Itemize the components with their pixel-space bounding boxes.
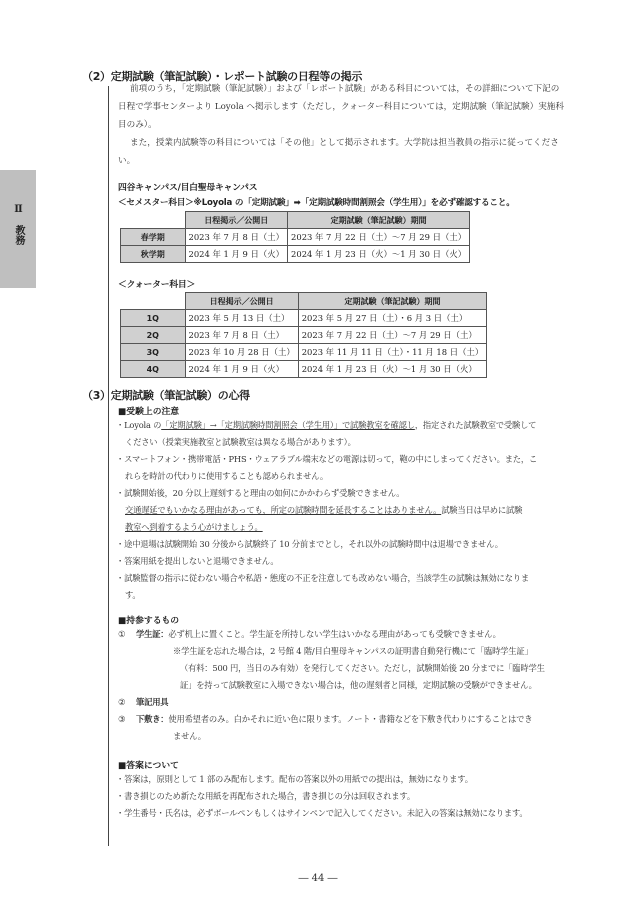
table-cell: 2024 年 1 月 23 日（火）～1 月 30 日（火） [288,246,470,263]
items-list: ① 学生証：必ず机上に置くこと。学生証を所持しない学生はいかなる理由があっても受験できません。 ※学生証を忘れた場合は，2 号館 4 階/目白聖母キャンパスの証明書自動発行機にて「臨時学生証」 （有料：500 円，当日のみ有効）を発行してください。ただし，試験開始後 20 分までに「臨時学生 証」を持って試験教室に入場できない場合は，他の遅刻者と同様，定期試験の受験ができません。 ② 筆記用具 ③ 下敷き：使用希望者のみ。白かそれに近い色に限ります。ノート・書籍などを下敷き代わりにすることはでき ません。 [118,626,598,745]
table-cell: 2023 年 7 月 8 日（土） [185,229,288,246]
row-label: 2Q [121,327,186,344]
table-cell: 2023 年 7 月 8 日（土） [185,327,298,344]
row-label: 3Q [121,344,186,361]
list-item: ・Loyola の「定期試験」→「定期試験時間割照会（学生用）」で試験教室を確認し，指定された試験教室で受験して [116,420,537,430]
table-row [121,229,470,246]
quarter-title: ＜クォーター科目＞ [118,280,196,290]
list-item: ・試験開始後，20 分以上遅刻すると理由の如何にかかわらず受験できません。 [116,488,405,498]
list-item: ・学生番号・氏名は，必ずボールペンもしくはサインペンで記入してください。未記入の答案は無効になります。 [116,808,528,818]
table-row [121,344,487,361]
page-number: ― 44 ― [298,873,338,884]
table-cell: 2023 年 7 月 22 日（土）～7 月 29 日（土） [288,229,470,246]
list-item: ・答案用紙を提出しないと退場できません。 [116,556,279,566]
section2-paragraph-2: また，授業内試験等の科目については「その他」として掲示されます。大学院は担当教員の指示に従ってくださ い。 [118,138,559,166]
quarter-table [120,292,487,378]
table-header: 日程掲示／公開日 [185,212,288,229]
items-title: ■持参するもの [118,616,180,626]
table-cell: 2023 年 5 月 13 日（土） [185,310,298,327]
list-item: ・答案は，原則として 1 部のみ配布します。配布の答案以外の用紙での提出は，無効になります。 [116,774,473,784]
answer-title: ■答案について [118,761,179,771]
row-label: 春学期 [121,229,186,246]
table-cell: 2023 年 10 月 28 日（土） [185,344,298,361]
row-label: 秋学期 [121,246,186,263]
row-label: 1Q [121,310,186,327]
campus-title: 四谷キャンパス/目白聖母キャンパス [118,183,258,193]
list-item: ① 学生証：必ず机上に置くこと。学生証を所持しない学生はいかなる理由があっても受験できません。 [118,629,501,639]
table-cell: 2024 年 1 月 9 日（火） [185,246,288,263]
table-header: 定期試験（筆記試験）期間 [298,293,487,310]
table-cell: 2023 年 11 月 11 日（土）・11 月 18 日（土） [298,344,487,361]
side-tab-label: Ⅱ 教務 [13,204,24,245]
answer-list [116,771,596,822]
list-item: ・試験監督の指示に従わない場合や私語・態度の不正を注意しても改めない場合，当該学生の試験は無効になりま [116,573,529,583]
semester-table [120,211,470,263]
table-row [121,361,487,378]
list-item: ・書き損じのため新たな用紙を再配布された場合，書き損じの分は回収されます。 [116,791,415,801]
section2-paragraph-1: 前項のうち，「定期試験（筆記試験）」および「レポート試験」がある科目については，その詳細について下記の 日程で学事センターより Loyola へ掲示します（ただし，クォーター科目については，定期試験（筆記試験）実施科 目のみ）。 [118,84,564,130]
semester-title: ＜セメスター科目＞※Loyola の「定期試験」➡「定期試験時間割照会（学生用）」を必ず確認すること。 [118,198,515,208]
notes-title: ■受験上の注意 [118,407,180,417]
table-cell: 2023 年 7 月 22 日（土）～7 月 29 日（土） [298,327,487,344]
margin-rule [108,86,109,846]
exam-notes-list: ・Loyola の「定期試験」→「定期試験時間割照会（学生用）」で試験教室を確認し，指定された試験教室で受験して ください（授業実施教室と試験教室は異なる場合があります）。 ・スマートフォン・携帯電話・PHS・ウェアラブル端末などの電源は切って，鞄の中にしまってください。また，こ れらを時計の代わりに使用することも認められません。 ・試験開始後，20 分以上遅刻すると理由の如何にかかわらず受験できません。 交通遅延でもいかなる理由があっても，所定の試験時間を延長することはありません。試験当日は早めに試験 教室へ到着するよう心がけましょう。 ・途中退場は試験開始 30 分後から試験終了 10 分前までとし，それ以外の試験時間中は退場できません。 ・答案用紙を提出しないと退場できません。 ・試験監督の指示に従わない場合や私語・態度の不正を注意しても改めない場合，当該学生の試験は無効になりま す。 [116,417,596,604]
section-heading-2: （2）定期試験（筆記試験）・レポート試験の日程等の掲示 [82,70,363,83]
list-item: ・スマートフォン・携帯電話・PHS・ウェアラブル端末などの電源は切って，鞄の中にしまってください。また，こ [116,454,538,464]
side-tab [0,170,36,288]
table-row [121,310,487,327]
table-row [121,327,487,344]
table-header-row [121,212,470,229]
table-cell: 2024 年 1 月 9 日（火） [185,361,298,378]
row-label: 4Q [121,361,186,378]
table-row [121,246,470,263]
list-item: ・途中退場は試験開始 30 分後から試験終了 10 分前までとし，それ以外の試験時間中は退場できません。 [116,539,503,549]
table-cell: 2023 年 5 月 27 日（土）・6 月 3 日（土） [298,310,487,327]
table-cell: 2024 年 1 月 23 日（火）～1 月 30 日（火） [298,361,487,378]
list-item: ③ 下敷き：使用希望者のみ。白かそれに近い色に限ります。ノート・書籍などを下敷き代わりにすることはでき [118,714,533,724]
table-header-row [121,293,487,310]
list-item: ② 筆記用具 [118,697,169,707]
table-header: 定期試験（筆記試験）期間 [288,212,470,229]
table-header: 日程掲示／公開日 [185,293,298,310]
section-heading-3: （3）定期試験（筆記試験）の心得 [82,389,250,402]
